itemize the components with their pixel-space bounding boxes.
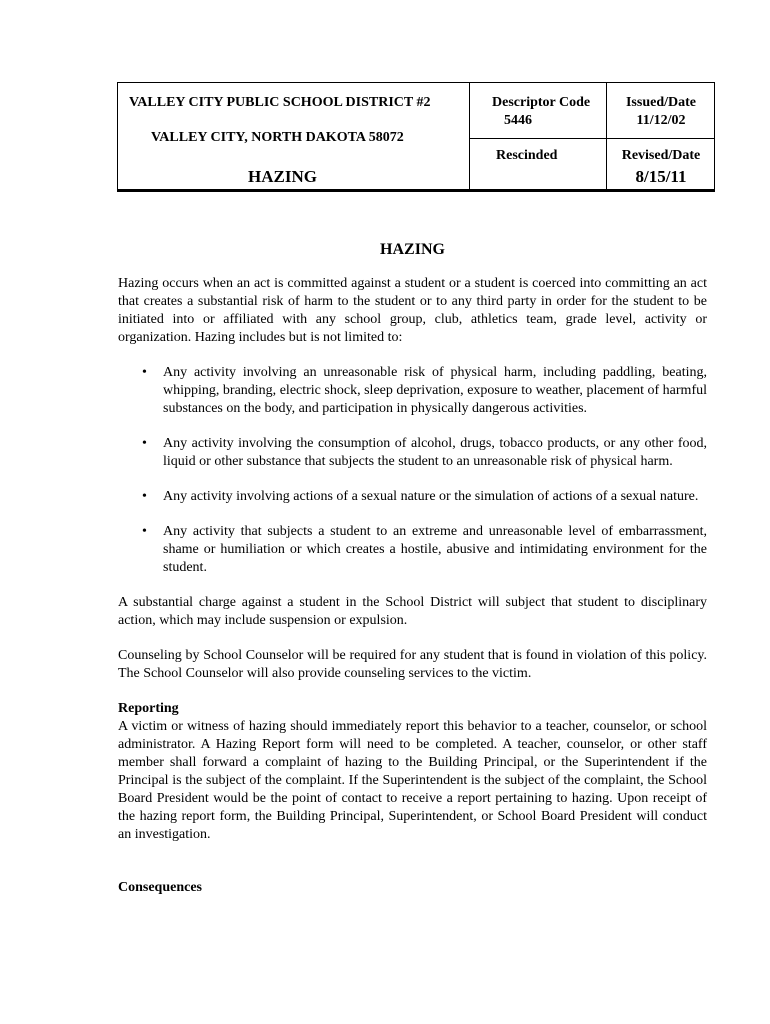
district-city: VALLEY CITY, NORTH DAKOTA 58072	[151, 130, 404, 145]
district-name: VALLEY CITY PUBLIC SCHOOL DISTRICT #2	[129, 95, 431, 110]
list-item: • Any activity involving the consumption of alcohol, drugs, tobacco products, or any other food, liquid or other substance that subjects the student to an unreasonable risk of physical harm.	[142, 436, 707, 469]
revised-date-value: 8/15/11	[635, 167, 687, 186]
issued-date-label: Issued/Date	[625, 95, 696, 110]
consequences-heading: Consequences	[118, 880, 203, 895]
document-title: HAZING	[380, 241, 445, 258]
list-item: • Any activity involving actions of a sexual nature or the simulation of actions of a sexual nature.	[142, 489, 699, 504]
list-item: • Any activity involving an unreasonable risk of physical harm, including paddling, beating, whipping, branding, electric shock, sleep deprivation, exposure to weather, placement of harmful substances on the body, and participation in physically dangerous activities.	[142, 365, 707, 416]
bullet-icon: •	[142, 365, 147, 380]
charge-paragraph: A substantial charge against a student in the School District will subject that student to disciplinary action, which may include suspension or expulsion.	[118, 595, 707, 628]
policy-body	[118, 240, 707, 897]
descriptor-code-label: Descriptor Code	[492, 95, 591, 110]
reporting-heading: Reporting	[118, 701, 179, 716]
counseling-paragraph: Counseling by School Counselor will be required for any student that is found in violation of this policy. The School Counselor will also provide counseling services to the victim.	[118, 648, 707, 681]
bullet-icon: •	[142, 436, 147, 451]
reporting-paragraph: A victim or witness of hazing should immediately report this behavior to a teacher, counselor, or school administrator. A Hazing Report form will need to be completed. A teacher, counselor, or other staff member shall forward a complaint of hazing to the Building Principal, or the Superintendent if the Principal is the subject of the complaint. If the Superintendent is the subject of the complaint, the School Board President would be the point of contact to receive a report pertaining to hazing. Upon receipt of the hazing report form, the Building Principal, Superintendent, or School Board President will conduct an investigation.	[118, 719, 707, 842]
descriptor-code-value: 5446	[504, 113, 532, 128]
bullet-icon: •	[142, 489, 147, 504]
hazing-activities-list	[118, 364, 707, 577]
policy-header-table	[117, 82, 715, 192]
intro-paragraph: Hazing occurs when an act is committed against a student or a student is coerced into committing an act that creates a substantial risk of harm to the student or to any third party in order for the student to be initiated into or affiliated with any school group, club, athletics team, grade level, activity or organization. Hazing includes but is not limited to:	[118, 276, 707, 345]
header-divider	[469, 83, 470, 189]
header-divider	[469, 138, 714, 139]
list-item: • Any activity that subjects a student to an extreme and unreasonable level of embarrassment, shame or humiliation or which creates a hostile, abusive and intimidating environment for the student.	[142, 524, 707, 575]
issued-date-value: 11/12/02	[636, 113, 686, 128]
rescinded-label: Rescinded	[496, 148, 558, 163]
policy-title: HAZING	[248, 167, 317, 186]
revised-date-label: Revised/Date	[621, 148, 701, 163]
bullet-icon: •	[142, 524, 147, 539]
